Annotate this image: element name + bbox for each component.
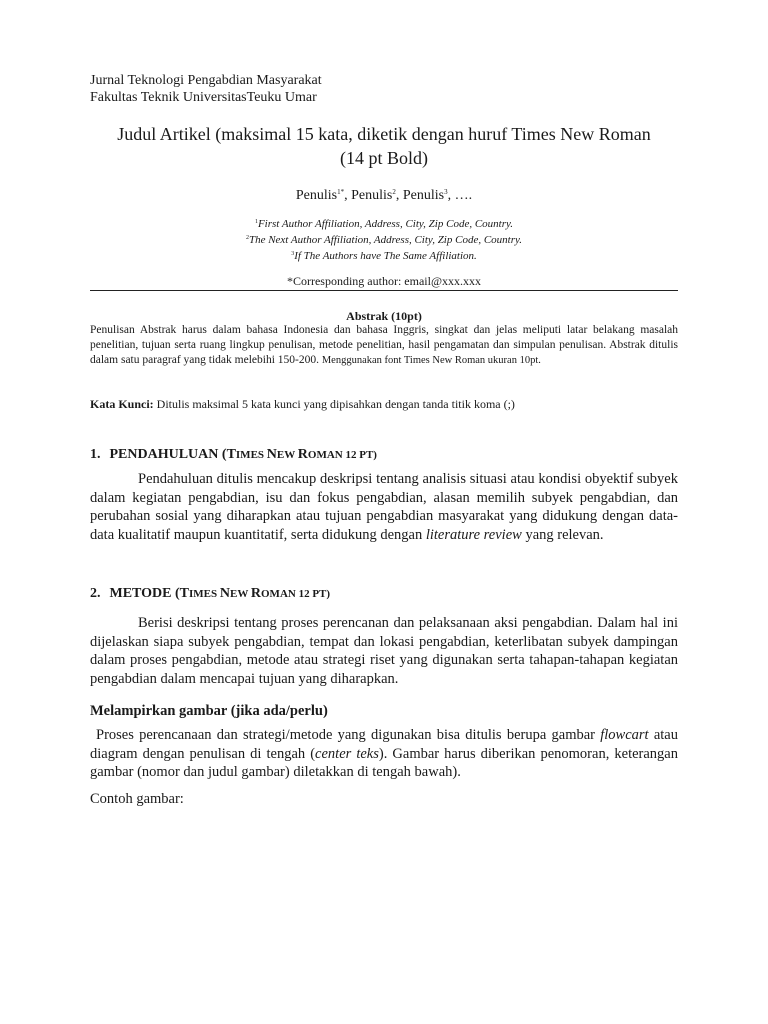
author-name: Penulis — [402, 188, 445, 203]
section-style-text: N — [219, 586, 230, 601]
keywords — [90, 397, 678, 412]
title-line-2: (14 pt Bold) — [340, 148, 428, 168]
section-number: 1. — [90, 447, 101, 462]
author-mark: 3 — [444, 188, 448, 196]
affiliation-item — [90, 215, 678, 231]
section-title: METODE ( — [109, 586, 180, 601]
affiliation-item — [90, 231, 678, 247]
author-name: Penulis — [295, 188, 338, 203]
body-text: Proses perencanaan dan strategi/metode yang digunakan bisa ditulis berupa gambar — [96, 727, 601, 743]
affiliation-mark: 1 — [254, 219, 258, 225]
section-style-text: R — [250, 586, 261, 601]
abstract-text: Penulisan Abstrak harus dalam bahasa Indonesia dan bahasa Inggris, singkat dan jelas meliputi latar belakang masalah penelitian, tujuan serta ruang lingkup penulisan, metode penelitian, hasil pengamatan dan simpulan penulisan. Abstrak ditulis dalam satu paragraf yang tidak melebihi 150-200. — [90, 324, 678, 366]
example-figure-label: Contoh gambar: — [90, 791, 184, 807]
subsection-body — [90, 726, 678, 782]
keywords-text: Ditulis maksimal 5 kata kunci yang dipisahkan dengan tanda titik koma (;) — [156, 397, 515, 411]
author-mark: 2 — [392, 188, 396, 196]
section-style-text: IMES — [235, 449, 267, 461]
section-1-body — [90, 470, 678, 544]
title-line-1: Judul Artikel (maksimal 15 kata, diketik dengan huruf Times New Roman — [117, 124, 651, 144]
section-2-body: Berisi deskripsi tentang proses perencanan dan pelaksanaan aksi pengabdian. Dalam hal ini dijelaskan siapa subyek pengabdian, tempat dan lokasi pengabdian, keterlibatan subyek dampingan dalam proses pengabdian, metode atau strategi riset yang digunakan serta tahapan-tahapan kegiatan pengabdian dalam mencapai tujuan yang diharapkan. — [90, 615, 678, 687]
author-mark: 1* — [337, 188, 345, 196]
abstract-body — [90, 323, 678, 368]
journal-header — [90, 72, 322, 106]
section-style-text: OMAN 12 PT) — [307, 449, 377, 461]
affiliation-text: First Author Affiliation, Address, City, Zip Code, Country. — [257, 218, 514, 230]
body-text: ). Gambar harus diberikan penomoran, keterangan gambar (nomor dan judul gambar) diletakkan di tengah bawah). — [90, 745, 678, 780]
body-text: Pendahuluan ditulis mencakup deskripsi tentang analisis situasi atau kondisi obyektif subyek dalam kegiatan pengabdian, isu dan fokus pengabdian, alasan memilih subyek pengabdian, dan perubahan sosial yang diharapkan atau tujuan pengabdian masyarakat yang didukung dengan data-data kualitatif maupun kuantitatif, serta didukung dengan — [90, 471, 678, 543]
section-style-text: R — [297, 447, 308, 462]
section-heading-1 — [90, 446, 377, 464]
author-ellipsis: , …. — [447, 188, 473, 203]
abstract-heading: Abstrak (10pt) — [346, 309, 422, 323]
author-name: Penulis — [351, 188, 393, 203]
section-style-text: OMAN 12 PT) — [261, 588, 331, 600]
header-divider — [90, 290, 678, 291]
affiliation-text: The Next Author Affiliation, Address, City, Zip Code, Country. — [248, 234, 523, 246]
subsection-title: Melampirkan gambar (jika ada/perlu) — [90, 703, 328, 719]
body-text: atau diagram dengan penulisan di tengah ( — [90, 727, 678, 762]
keywords-label: Kata Kunci: — [90, 397, 154, 411]
section-title: PENDAHULUAN ( — [109, 447, 227, 462]
body-text: yang relevan. — [521, 526, 604, 543]
section-style-text: EW — [276, 449, 298, 461]
corresponding-author: *Corresponding author: email@xxx.xxx — [286, 274, 482, 288]
section-style-text: T — [179, 586, 189, 601]
author-separator: , — [395, 188, 403, 203]
affiliation-item — [90, 247, 678, 263]
section-style-text: IMES — [188, 588, 220, 600]
body-italic: flowcart — [600, 727, 649, 743]
affiliation-mark: 2 — [245, 235, 249, 241]
section-style-text: T — [226, 447, 236, 462]
section-style-text: EW — [229, 588, 251, 600]
article-title — [90, 122, 678, 170]
section-number: 2. — [90, 586, 101, 601]
abstract-note: Menggunakan font Times New Roman ukuran 10pt. — [321, 355, 541, 366]
section-style-text: N — [266, 447, 277, 462]
journal-name: Jurnal Teknologi Pengabdian Masyarakat — [90, 73, 322, 88]
affiliation-list — [90, 215, 678, 263]
author-list — [90, 183, 678, 205]
section-heading-2 — [90, 585, 330, 603]
affiliation-mark: 3 — [291, 251, 295, 257]
body-italic: literature review — [425, 526, 522, 543]
affiliation-text: If The Authors have The Same Affiliation. — [294, 250, 477, 262]
journal-faculty: Fakultas Teknik UniversitasTeuku Umar — [90, 90, 317, 105]
body-italic: center teks — [315, 745, 379, 762]
author-separator: , — [344, 188, 352, 203]
